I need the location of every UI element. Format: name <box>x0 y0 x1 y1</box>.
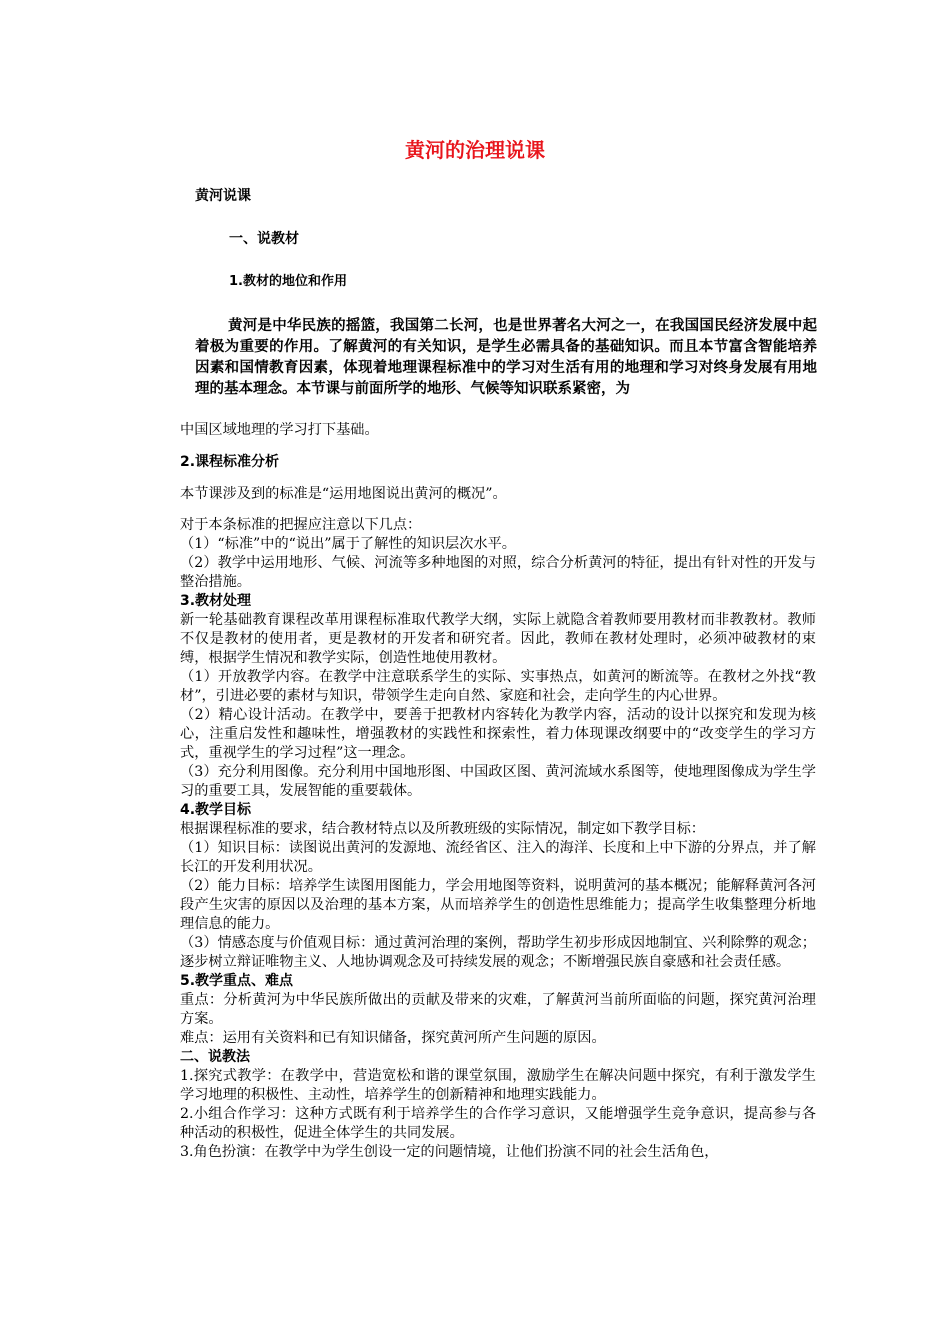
paragraph: （3）充分利用图像。充分利用中国地形图、中国政区图、黄河流域水系图等，使地理图像成为学生学习的重要工具，发展智能的重要载体。 <box>180 764 816 799</box>
section-heading: 4.教学目标 <box>180 802 252 818</box>
page-title: 黄河的治理说课 <box>405 138 545 162</box>
intro-paragraph: 黄河是中华民族的摇篮，我国第二长河，也是世界著名大河之一，在我国国民经济发展中起着极为重要的作用。了解黄河的有关知识，是学生必需具备的基础知识。而且本节富含智能培养因素和国情教育因素，体现着地理课程标准中的学习对生活有用的地理和学习对终身发展有用地理的基本理念。本节课与前面所学的地形、气候等知识联系紧密，为 <box>195 318 817 397</box>
paragraph: 重点：分析黄河为中华民族所做出的贡献及带来的灾难，了解黄河当前所面临的问题，探究黄河治理方案。 <box>180 992 816 1027</box>
intro-continuation <box>180 421 816 440</box>
paragraph: 2.小组合作学习：这种方式既有利于培养学生的合作学习意识，又能增强学生竞争意识，提高参与各种活动的积极性，促进全体学生的共同发展。 <box>180 1106 816 1141</box>
paragraph: 本节课涉及到的标准是“运用地图说出黄河的概况”。 <box>180 486 507 502</box>
paragraph: 对于本条标准的把握应注意以下几点： <box>180 517 422 533</box>
paragraph: （1）开放教学内容。在教学中注意联系学生的实际、实事热点，如黄河的断流等。在教材之外找“教材”，引进必要的素材与知识，带领学生走向自然、家庭和社会，走向学生的内心世界。 <box>180 669 816 704</box>
main-body <box>180 516 816 1162</box>
subsection-heading-status: 1.教材的地位和作用 <box>229 274 347 289</box>
paragraph: （1）“标准”中的“说出”属于了解性的知识层次水平。 <box>180 536 516 552</box>
section-heading: 二、说教法 <box>180 1049 250 1065</box>
paragraph: （2）精心设计活动。在教学中，要善于把教材内容转化为教学内容，活动的设计以探究和发现为核心，注重启发性和趣味性，增强教材的实践性和探索性，着力体现课改纲要中的“改变学生的学习方式，重视学生的学习过程”这一理念。 <box>180 707 816 761</box>
section-heading: 5.教学重点、难点 <box>180 973 294 989</box>
paragraph: 1.探究式教学：在教学中，营造宽松和谐的课堂氛围，激励学生在解决问题中探究，有利于激发学生学习地理的积极性、主动性，培养学生的创新精神和地理实践能力。 <box>180 1068 816 1103</box>
paragraph: 根据课程标准的要求，结合教材特点以及所教班级的实际情况，制定如下教学目标： <box>180 821 705 837</box>
curriculum-standard-heading-block <box>180 453 816 472</box>
paragraph: （2）教学中运用地形、气候、河流等多种地图的对照，综合分析黄河的特征，提出有针对性的开发与整治措施。 <box>180 555 816 590</box>
standard-statement-block <box>180 485 816 504</box>
paragraph: 新一轮基础教育课程改革用课程标准取代教学大纲，实际上就隐含着教师要用教材而非教教材。教师不仅是教材的使用者，更是教材的开发者和研究者。因此，教师在教材处理时，必须冲破教材的束缚，根据学生情况和教学实际，创造性地使用教材。 <box>180 612 816 666</box>
section-heading: 3.教材处理 <box>180 593 252 609</box>
paragraph: （2）能力目标：培养学生读图用图能力，学会用地图等资料，说明黄河的基本概况；能解释黄河各河段产生灾害的原因以及治理的基本方案，从而培养学生的创造性思维能力；提高学生收集整理分析地理信息的能力。 <box>180 878 816 932</box>
paragraph: 难点：运用有关资料和已有知识储备，探究黄河所产生问题的原因。 <box>180 1030 606 1046</box>
subtitle: 黄河说课 <box>195 188 251 204</box>
section-heading-textbook: 一、说教材 <box>229 231 299 247</box>
paragraph: 中国区域地理的学习打下基础。 <box>180 422 379 438</box>
paragraph: 3.角色扮演：在教学中为学生创设一定的问题情境，让他们扮演不同的社会生活角色， <box>180 1144 719 1160</box>
paragraph: （3）情感态度与价值观目标：通过黄河治理的案例，帮助学生初步形成因地制宜、兴利除弊的观念；逐步树立辩证唯物主义、人地协调观念及可持续发展的观念；不断增强民族自豪感和社会责任感。 <box>180 935 816 970</box>
section-heading: 2.课程标准分析 <box>180 454 280 470</box>
paragraph: （1）知识目标：读图说出黄河的发源地、流经省区、注入的海洋、长度和上中下游的分界点，并了解长江的开发利用状况。 <box>180 840 816 875</box>
